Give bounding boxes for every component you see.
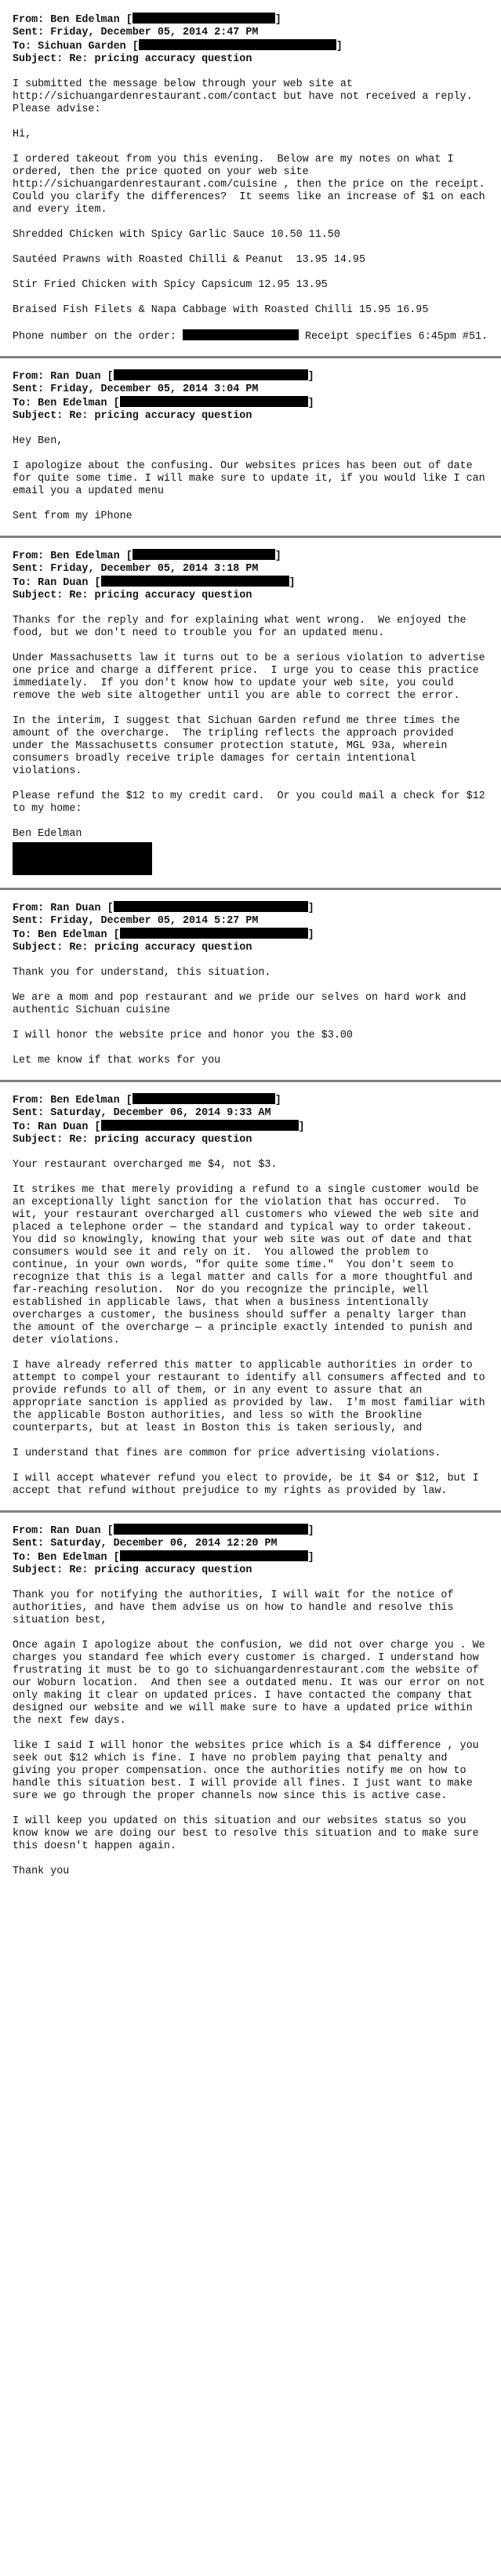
sent-line: Sent: Saturday, December 06, 2014 12:20 PM [13, 1538, 278, 1550]
body-paragraph: I ordered takeout from you this evening. Below are my notes on what I ordered, then the price quoted on your web site http://sichuangardenrestaurant.com/cuisine , then the price on the receipt. Could you clarify the differences? It seems like an increase of $1 on each and every item. [13, 154, 498, 216]
phone-paragraph: Phone number on the order: Receipt specifies 6:45pm #51. [13, 331, 488, 343]
body-paragraph: It strikes me that merely providing a refund to a single customer would be an exceptionally light sanction for the violation that has occurred. To wit, your restaurant overcharged all customers who viewed the web site and placed a telephone order — the standard and typical way to order takeout. You did so knowingly, knowing that your web site was out of date and that consumers would see it and rely on it. You allowed the problem to continue, in your own words, "for quite some time." You don't seem to recognize that this is a legal matter and calls for a more thoughtful and far-reaching resolution. Nor do you recognize the principle, well established in applicable laws, that when a business intentionally overcharges a customer, the business should suffer a penalty larger than the amount of the overcharge — a principle exactly intended to punish and deter violations. [13, 1184, 485, 1346]
to-line: To: Sichuan Garden [ ] [13, 41, 343, 53]
to-line: To: Ben Edelman [ ] [13, 929, 314, 941]
redacted-address [13, 842, 152, 875]
email-message [0, 1080, 501, 1510]
body-paragraph: like I said I will honor the websites price which is a $4 difference , you seek out $12 which is fine. I have no problem paying that penalty and giving you proper compensation. once the authorities notify me on how to handle this situation best. I will provide all fines. I just want to make sure we go through the proper channels now since this is active case. [13, 1740, 485, 1802]
body-paragraph: I understand that fines are common for price advertising violations. [13, 1448, 441, 1459]
from-line: From: Ben Edelman [ ] [13, 550, 281, 562]
order-item: Shredded Chicken with Spicy Garlic Sauce 10.50 11.50 [13, 229, 340, 241]
body-paragraph: Hey Ben, [13, 435, 64, 447]
email-body [13, 1590, 492, 1878]
body-paragraph: Once again I apologize about the confusion, we did not over charge you . We charges you standard fee which every customer is charged. I understand how frustrating it must be to go to sichuangardenrestaurant.com the website of our Woburn location. And then see a outdated menu. It was our error on not only making it clear on updated prices. I have contacted the company that designed our website and we will make sure to have a updated price within the next few days. [13, 1640, 492, 1727]
subject-line: Subject: Re: pricing accuracy question [13, 410, 252, 422]
email-message [0, 888, 501, 1080]
subject-line: Subject: Re: pricing accuracy question [13, 1134, 252, 1146]
body-paragraph: I will accept whatever refund you elect to provide, be it $4 or $12, but I accept that refund without prejudice to my rights as provided by law. [13, 1473, 485, 1497]
from-line: From: Ben Edelman [ ] [13, 1095, 281, 1106]
from-line: From: Ben Edelman [ ] [13, 14, 281, 26]
subject-line: Subject: Re: pricing accuracy question [13, 590, 252, 601]
order-item: Braised Fish Filets & Napa Cabbage with Roasted Chilli 15.95 16.95 [13, 304, 429, 316]
body-paragraph: Thank you for understand, this situation. [13, 967, 271, 979]
body-paragraph: I will honor the website price and honor you the $3.00 [13, 1030, 353, 1041]
email-body [13, 78, 498, 343]
email-message [0, 536, 501, 888]
body-paragraph: I will keep you updated on this situation and our websites status so you know know we are doing our best to resolve this situation and to make sure this doesn't happen again. [13, 1815, 485, 1852]
from-line: From: Ran Duan [ ] [13, 903, 314, 914]
redacted-email [101, 576, 289, 587]
redacted-phone [183, 329, 299, 340]
email-body [13, 1159, 492, 1498]
body-paragraph: We are a mom and pop restaurant and we pride our selves on hard work and authentic Sichuan cuisine [13, 992, 473, 1016]
signature-name: Ben Edelman [13, 828, 82, 840]
email-message [0, 356, 501, 536]
body-paragraph: Thank you [13, 1866, 70, 1877]
sent-line: Sent: Friday, December 05, 2014 3:18 PM [13, 563, 259, 575]
from-line: From: Ran Duan [ ] [13, 1525, 314, 1537]
order-item: Sautéed Prawns with Roasted Chilli & Peanut 13.95 14.95 [13, 254, 365, 266]
subject-line: Subject: Re: pricing accuracy question [13, 942, 252, 954]
redacted-email [133, 1093, 275, 1104]
redacted-email [114, 369, 308, 380]
body-paragraph: Let me know if that works for you [13, 1055, 221, 1066]
body-paragraph: Sent from my iPhone [13, 510, 133, 522]
sent-line: Sent: Friday, December 05, 2014 2:47 PM [13, 27, 259, 38]
body-paragraph: I submitted the message below through your web site at http://sichuangardenrestaurant.com/contact but have not received a reply. Please advise: [13, 78, 485, 115]
subject-line: Subject: Re: pricing accuracy question [13, 53, 252, 65]
to-line: To: Ran Duan [ ] [13, 577, 296, 589]
body-paragraph: Under Massachusetts law it turns out to be a serious violation to advertise one price and charge a different price. I urge you to cease this practice immediately. If you don't know how to update your web site, you could remove the web site altogether until you are able to correct the error. [13, 652, 492, 702]
body-paragraph: Hi, [13, 129, 32, 140]
order-item: Stir Fried Chicken with Spicy Capsicum 12.95 13.95 [13, 279, 328, 291]
body-paragraph: Your restaurant overcharged me $4, not $3. [13, 1159, 278, 1171]
sent-line: Sent: Friday, December 05, 2014 5:27 PM [13, 915, 259, 927]
email-body [13, 967, 488, 1067]
body-paragraph: I apologize about the confusing. Our websites prices has been out of date for quite some time. I will make sure to update it, if you would like I can email you a updated menu [13, 460, 492, 497]
body-paragraph: Thanks for the reply and for explaining what went wrong. We enjoyed the food, but we don't need to trouble you for an updated menu. [13, 615, 473, 639]
redacted-email [120, 928, 308, 939]
sent-line: Sent: Saturday, December 06, 2014 9:33 AM [13, 1107, 271, 1119]
body-paragraph: In the interim, I suggest that Sichuan Garden refund me three times the amount of the overcharge. The tripling reflects the approach provided under the Massachusetts consumer protection statute, MGL 93a, wherein consumers broadly receive triple damages for certain intentional violations. [13, 715, 467, 777]
redacted-email [120, 1550, 308, 1561]
redacted-email [114, 901, 308, 912]
from-line: From: Ran Duan [ ] [13, 371, 314, 383]
email-body [13, 435, 492, 523]
body-paragraph: Please refund the $12 to my credit card. Or you could mail a check for $12 to my home: [13, 790, 492, 815]
email-body [13, 615, 492, 875]
to-line: To: Ran Duan [ ] [13, 1121, 305, 1133]
body-paragraph: I have already referred this matter to applicable authorities in order to attempt to compel your restaurant to identify all consumers affected and to provide refunds to all of them, or in any event to assure that an appropriate sanction is applied as provided by law. I'm most familiar with the applicable Boston authorities, and less so with the Brookline counterparts, but at least in Boston this is taken seriously, and [13, 1360, 492, 1434]
redacted-email [101, 1120, 299, 1131]
email-message [0, 1510, 501, 1891]
redacted-email [114, 1524, 308, 1535]
sent-line: Sent: Friday, December 05, 2014 3:04 PM [13, 383, 259, 395]
redacted-email [120, 396, 308, 407]
email-message [0, 0, 501, 356]
signature [13, 828, 488, 875]
redacted-email [133, 13, 275, 24]
body-paragraph: Thank you for notifying the authorities, I will wait for the notice of authorities, and have them advise us on how to handle and resolve this situation best, [13, 1590, 460, 1626]
redacted-email [133, 549, 275, 560]
to-line: To: Ben Edelman [ ] [13, 398, 314, 409]
redacted-email [139, 39, 336, 50]
to-line: To: Ben Edelman [ ] [13, 1552, 314, 1564]
subject-line: Subject: Re: pricing accuracy question [13, 1564, 252, 1576]
